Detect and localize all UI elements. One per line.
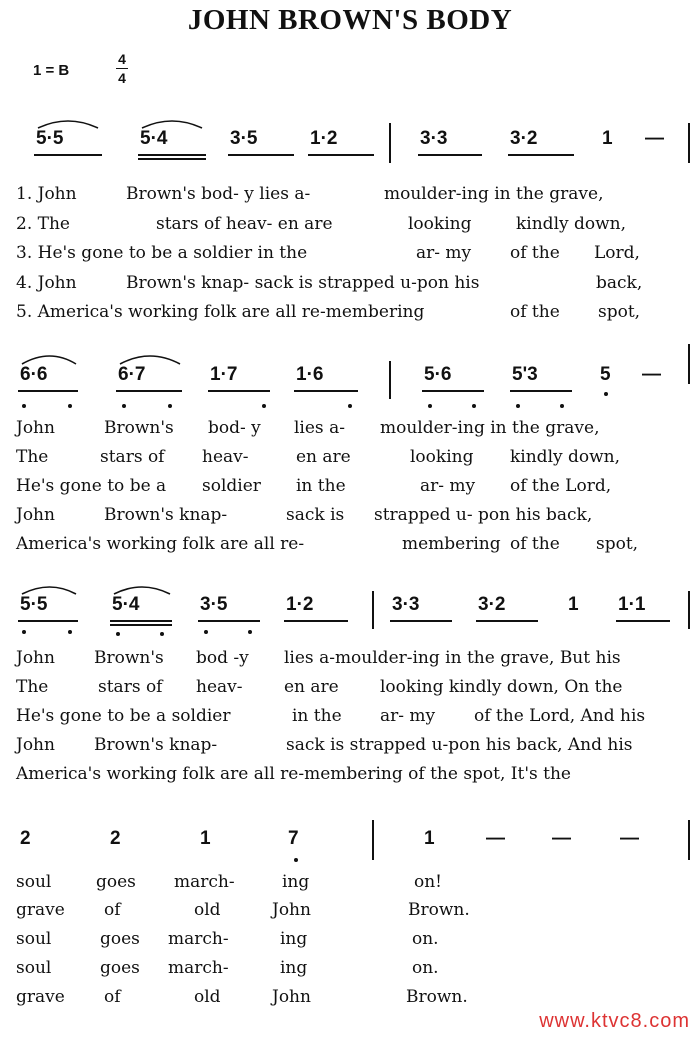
lyric: on. <box>412 958 439 978</box>
lyric: sack is <box>286 505 345 525</box>
lyric: Brown's knap- <box>94 735 218 755</box>
lyric: heav- <box>202 447 249 467</box>
lyrics-verse-1 <box>0 184 700 213</box>
note-group: 3·2 <box>510 128 538 149</box>
lyric: heav- <box>196 677 243 697</box>
lyrics-verse-3 <box>0 706 700 735</box>
lyric: moulder-ing in the grave, <box>384 184 604 204</box>
lyric: strapped u- pon his back, <box>374 505 593 525</box>
lyric: 1. John <box>16 184 77 204</box>
slur <box>22 356 76 364</box>
lyric: goes <box>96 872 136 892</box>
low-octave-dot <box>428 404 432 408</box>
lyric: soldier <box>202 476 261 496</box>
lyric: John <box>16 648 55 668</box>
lyrics-verse-4 <box>0 273 700 302</box>
lyric: Brown's knap- sack is strapped u-pon his <box>126 273 480 293</box>
slur <box>142 121 202 128</box>
watermark-text: www.ktvc8.com <box>539 1010 690 1032</box>
lyric: march- <box>168 929 229 949</box>
lyric: America's working folk are all re- <box>16 534 305 554</box>
lyric: 2. The <box>16 214 70 234</box>
barline <box>372 820 374 860</box>
lyric: en are <box>296 447 351 467</box>
lyric: John <box>16 418 55 438</box>
lyric: Lord, <box>594 243 640 263</box>
lyric: of the <box>510 243 560 263</box>
low-octave-dot <box>160 632 164 636</box>
barline <box>389 361 391 399</box>
note-group: 2 <box>20 828 31 849</box>
lyric: of the Lord, And his <box>474 706 646 726</box>
lyric: soul <box>16 929 52 949</box>
underline <box>138 154 206 156</box>
underline <box>198 620 260 622</box>
lyric: on! <box>414 872 443 892</box>
underline <box>508 154 574 156</box>
note-group: 1 <box>200 828 211 849</box>
low-octave-dot <box>204 630 208 634</box>
low-octave-dot <box>248 630 252 634</box>
lyric: Brown's bod- y lies a- <box>126 184 311 204</box>
note-group: 1 <box>424 828 435 849</box>
note-group: 1·1 <box>618 594 646 615</box>
note-group: 7 <box>288 828 299 849</box>
lyric: old <box>194 900 221 920</box>
lyric: ing <box>282 872 310 892</box>
note-group: 5·5 <box>20 594 48 615</box>
lyrics-verse-4 <box>0 735 700 764</box>
lyrics-verse-4 <box>0 958 700 987</box>
low-octave-dot <box>116 632 120 636</box>
low-octave-dot <box>472 404 476 408</box>
lyric: Brown. <box>406 987 468 1007</box>
barline <box>372 591 374 629</box>
lyric: back, <box>596 273 643 293</box>
lyric: looking kindly down, On the <box>380 677 623 697</box>
note-group: — <box>645 128 664 149</box>
underline <box>208 390 270 392</box>
lyrics-verse-2 <box>0 214 700 243</box>
lyric: ing <box>280 929 308 949</box>
lyric: kindly down, <box>510 447 621 467</box>
lyric: spot, <box>598 302 641 322</box>
note-group: 1 <box>602 128 613 149</box>
lyric: ar- my <box>420 476 476 496</box>
lyrics-verse-3 <box>0 476 700 505</box>
underline <box>110 624 172 626</box>
low-octave-dot <box>348 404 352 408</box>
underline <box>138 158 206 160</box>
lyric: looking <box>410 447 474 467</box>
note-group: 5·4 <box>112 594 140 615</box>
lyric: The <box>16 677 49 697</box>
lyric: in the <box>296 476 346 496</box>
barline <box>688 820 690 860</box>
lyric: 3. He's gone to be a soldier in the <box>16 243 308 263</box>
lyric: The <box>16 447 49 467</box>
lyric: march- <box>168 958 229 978</box>
low-octave-dot <box>22 630 26 634</box>
underline <box>390 620 452 622</box>
barline <box>389 123 391 163</box>
system-1-notes <box>0 128 700 188</box>
barline <box>688 344 690 384</box>
low-octave-dot <box>68 404 72 408</box>
lyric: lies a- <box>294 418 345 438</box>
lyric: on. <box>412 929 439 949</box>
note-group: 3·5 <box>230 128 258 149</box>
note-group: 3·2 <box>478 594 506 615</box>
system-3-notes <box>0 594 700 654</box>
note-group: 5·4 <box>140 128 168 149</box>
lyric: stars of <box>100 447 165 467</box>
lyrics-verse-2 <box>0 447 700 476</box>
slur <box>38 121 98 128</box>
underline <box>34 154 102 156</box>
note-group: 5·5 <box>36 128 64 149</box>
lyric: sack is strapped u-pon his back, And his <box>286 735 633 755</box>
underline <box>294 390 358 392</box>
lyric: He's gone to be a <box>16 476 167 496</box>
lyric: stars of heav- en are <box>156 214 333 234</box>
lyric: moulder-ing in the grave, <box>380 418 600 438</box>
note-group: 1·2 <box>310 128 338 149</box>
lyric: bod- y <box>208 418 261 438</box>
lyric: grave <box>16 987 65 1007</box>
note-group: — <box>486 828 505 849</box>
lyric: membering <box>402 534 501 554</box>
note-group: 2 <box>110 828 121 849</box>
note-group: 1·7 <box>210 364 238 385</box>
note-group: 1·6 <box>296 364 324 385</box>
underline <box>616 620 670 622</box>
low-octave-dot <box>604 392 608 396</box>
barline <box>688 123 690 163</box>
lyric: 5. America's working folk are all re-membering <box>16 302 425 322</box>
lyric: stars of <box>98 677 163 697</box>
lyric: in the <box>292 706 342 726</box>
lyrics-verse-1 <box>0 648 700 677</box>
lyric: march- <box>174 872 235 892</box>
lyric: grave <box>16 900 65 920</box>
underline <box>116 390 182 392</box>
lyric: soul <box>16 872 52 892</box>
note-group: 6·6 <box>20 364 48 385</box>
lyric: goes <box>100 929 140 949</box>
note-group: 5'3 <box>512 364 538 385</box>
lyrics-verse-2 <box>0 677 700 706</box>
lyric: lies a-moulder-ing in the grave, But his <box>284 648 621 668</box>
underline <box>18 390 78 392</box>
underline <box>510 390 572 392</box>
lyric: America's working folk are all re-membering of the spot, It's the <box>16 764 571 784</box>
lyric: ing <box>280 958 308 978</box>
time-signature-top: 4 <box>118 51 126 67</box>
lyric: of <box>104 900 121 920</box>
lyric: John <box>16 505 55 525</box>
underline <box>476 620 538 622</box>
low-octave-dot <box>68 630 72 634</box>
note-group: — <box>552 828 571 849</box>
lyrics-verse-5 <box>0 764 700 793</box>
lyric: of the <box>510 302 560 322</box>
system-2-notes <box>0 364 700 424</box>
lyric: Brown. <box>408 900 470 920</box>
lyric: 4. John <box>16 273 77 293</box>
lyric: en are <box>284 677 339 697</box>
note-group: 5·6 <box>424 364 452 385</box>
note-group: 1 <box>568 594 579 615</box>
lyric: of the <box>510 534 560 554</box>
low-octave-dot <box>22 404 26 408</box>
lyrics-verse-1 <box>0 418 700 447</box>
barline <box>688 591 690 629</box>
low-octave-dot <box>294 858 298 862</box>
time-signature-bottom: 4 <box>118 70 126 86</box>
lyric: goes <box>100 958 140 978</box>
lyric: looking <box>408 214 472 234</box>
lyric: ar- my <box>380 706 436 726</box>
lyric: John <box>16 735 55 755</box>
lyrics-verse-5 <box>0 302 700 331</box>
note-group: 5 <box>600 364 611 385</box>
lyric: bod -y <box>196 648 249 668</box>
underline <box>308 154 374 156</box>
note-group: — <box>642 364 661 385</box>
note-group: 3·5 <box>200 594 228 615</box>
lyric: soul <box>16 958 52 978</box>
slur <box>114 587 170 594</box>
lyric: ar- my <box>416 243 472 263</box>
lyric: Brown's <box>104 418 174 438</box>
underline <box>110 620 172 622</box>
low-octave-dot <box>262 404 266 408</box>
lyrics-verse-3 <box>0 243 700 272</box>
underline <box>18 620 78 622</box>
lyrics-verse-5 <box>0 534 700 563</box>
note-group: — <box>620 828 639 849</box>
note-group: 3·3 <box>392 594 420 615</box>
lyrics-verse-3 <box>0 929 700 958</box>
lyrics-verse-4 <box>0 505 700 534</box>
low-octave-dot <box>168 404 172 408</box>
low-octave-dot <box>560 404 564 408</box>
underline <box>228 154 294 156</box>
slur <box>120 356 180 364</box>
lyrics-verse-2 <box>0 900 700 929</box>
lyric: John <box>272 987 311 1007</box>
time-signature <box>116 50 128 87</box>
song-title: JOHN BROWN'S BODY <box>187 4 513 36</box>
lyric: He's gone to be a soldier <box>16 706 231 726</box>
lyric: John <box>272 900 311 920</box>
note-group: 3·3 <box>420 128 448 149</box>
lyric: Brown's knap- <box>104 505 228 525</box>
low-octave-dot <box>122 404 126 408</box>
lyric: Brown's <box>94 648 164 668</box>
underline <box>422 390 484 392</box>
note-group: 6·7 <box>118 364 146 385</box>
note-group: 1·2 <box>286 594 314 615</box>
lyrics-verse-1 <box>0 872 700 901</box>
key-signature: 1 = B <box>33 62 70 79</box>
lyric: old <box>194 987 221 1007</box>
lyric: spot, <box>596 534 639 554</box>
lyric: of <box>104 987 121 1007</box>
lyric: kindly down, <box>516 214 627 234</box>
lyric: of the Lord, <box>510 476 612 496</box>
low-octave-dot <box>516 404 520 408</box>
underline <box>284 620 348 622</box>
slur <box>22 587 76 594</box>
underline <box>418 154 482 156</box>
